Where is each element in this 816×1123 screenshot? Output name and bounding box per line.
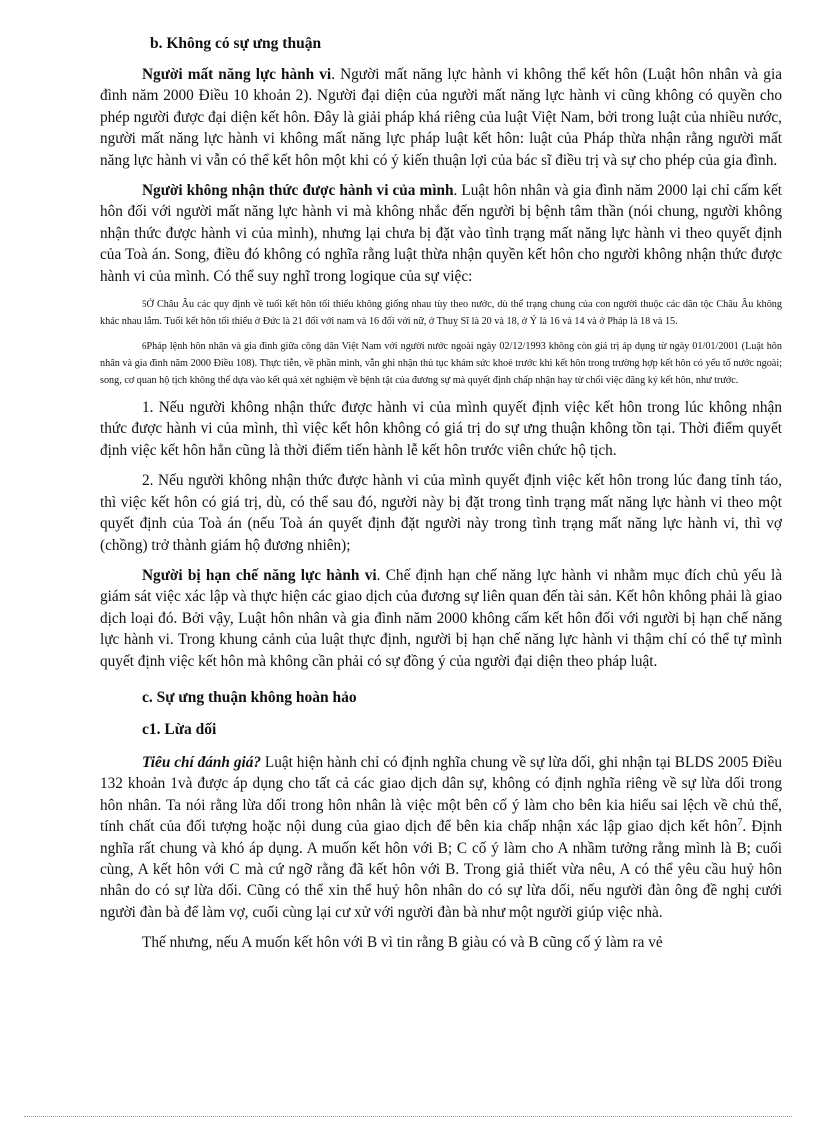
footnote-ref-7[interactable]: 7 xyxy=(737,817,743,829)
footnote-6 xyxy=(100,338,782,389)
footnote-number: 6 xyxy=(142,341,147,352)
paragraph-unaware xyxy=(100,180,782,287)
paragraph-text: Luật hiện hành chỉ có định nghĩa chung về sự lừa dối, ghi nhận tại BLDS 2005 Điều 132 khoản 1và được áp dụng cho tất cả các giao dịch dân sự, không có định nghĩa riêng về sự lừa dối trong hôn nhân. Ta nói rằng lừa dối trong hôn nhân là việc một bên cố ý làm cho bên kia hiểu sai lệch về chủ thể, tính chất của đối tượng hoặc nội dung của giao dịch để bên kia chấp nhận xác lập giao dịch kết hôn xyxy=(100,753,782,836)
list-item-2: 2. Nếu người không nhận thức được hành vi của mình quyết định việc kết hôn trong lúc đang tỉnh táo, thì việc kết hôn có giá trị, dù, có thể sau đó, người này bị đặt trong tình trạng mất năng lực hành vi theo một quyết định của Toà án (nếu Toà án quyết định đặt người này trong tình trạng mất năng lực hành vi, thì vợ (chồng) trở thành giám hộ đương nhiên); xyxy=(100,472,782,554)
footnote-number: 5 xyxy=(142,299,147,310)
paragraph-however: Thế nhưng, nếu A muốn kết hôn với B vì tin rằng B giàu có và B cũng cố ý làm ra vẻ xyxy=(142,934,663,952)
paragraph-lead: Tiêu chí đánh giá? xyxy=(142,753,262,771)
paragraph-lead: Người không nhận thức được hành vi của mình xyxy=(142,182,454,200)
section-c1-heading: c1. Lừa dối xyxy=(142,720,217,738)
footnote-text: Ở Châu Âu các quy định về tuổi kết hôn tối thiểu không giống nhau tùy theo nước, dù thể trạng chung của con người thuộc các dân tộc Châu Âu không khác nhau lắm. Tuổi kết hôn tối thiểu ở Đức là 21 đối với nam và 16 đối với nữ, ở Thuỵ Sĩ là 20 và 18, ở Ý là 16 và 14 và ở Pháp là 18 và 15. xyxy=(100,299,782,328)
paragraph-limited-capacity xyxy=(100,565,782,672)
paragraph-text: . Luật hôn nhân và gia đình năm 2000 lại chỉ cấm kết hôn đối với người mất năng lực hành vi mà không nhắc đến người bị bệnh tâm thần (nói chung, người không nhận thức được hành vi của mình), nhưng lại chưa bị đặt vào tình trạng mất năng lực hành vi theo quyết định của Toà án. Song, điều đó không có nghĩa rằng luật thừa nhận quyền kết hôn cho người không nhận thức được hành vi của mình. Có thể suy nghĩ trong logique của sự việc: xyxy=(100,182,782,285)
paragraph-text: . Người mất năng lực hành vi không thể kết hôn (Luật hôn nhân và gia đình năm 2000 Điều 10 khoản 2). Người đại diện của người mất năng lực hành vi cũng không có quyền cho phép người được đại diện kết hôn. Đây là giải pháp khá riêng của luật Việt Nam, bởi trong luật của nhiều nước, người mất năng lực hành vi không mất năng lực pháp luật kết hôn: luật của Pháp thừa nhận rằng người mất năng lực hành vi vẫn có thể kết hôn một khi có ý kiến thuận lợi của bác sĩ điều trị và sự cho phép của gia đình. xyxy=(100,66,782,169)
footnote-5 xyxy=(100,296,782,330)
list-item-1: 1. Nếu người không nhận thức được hành vi của mình quyết định việc kết hôn trong lúc không nhận thức được hành vi của mình, thì việc kết hôn không có giá trị do sự ưng thuận không tồn tại. Thời điểm quyết định việc kết hôn hẳn cũng là thời điểm tiến hành lễ kết hôn trước viên chức hộ tịch. xyxy=(100,399,782,459)
section-c-heading: c. Sự ưng thuận không hoàn hảo xyxy=(142,688,357,706)
paragraph-lead: Người mất năng lực hành vi xyxy=(142,66,332,83)
paragraph-criteria xyxy=(100,752,782,923)
paragraph-text: . Chế định hạn chế năng lực hành vi nhằm mục đích chủ yếu là giám sát việc xác lập và thực hiện các giao dịch của đương sự liên quan đến tài sản. Kết hôn không phải là giao dịch loại đó. Bởi vậy, Luật hôn nhân và gia đình năm 2000 không cấm kết hôn đối với người bị hạn chế năng lực hành vi. Trong khung cảnh của luật thực định, người bị hạn chế năng lực hành vi thậm chí có thể tự mình quyết định việc kết hôn mà không cần phải có sự đồng ý của người đại diện theo pháp luật. xyxy=(100,566,782,670)
paragraph-incapacitated xyxy=(100,64,782,171)
footnote-text: Pháp lệnh hôn nhân và gia đình giữa công dân Việt Nam với người nước ngoài ngày 02/12/1993 không còn giá trị áp dụng từ ngày 01/01/2001 (Luật hôn nhân và gia đình năm 2000 Điều 108). Thực tiễn, về phần mình, vẫn ghi nhận thủ tục khám sức khoẻ trước khi kết hôn trong trường hợp kết hôn có yếu tố nước ngoài; song, cơ quan hộ tịch không thể dựa vào kết quả xét nghiệm về bệnh tật của đương sự mà quyết định chấp nhận hay từ chối việc đăng ký kết hôn, như trước. xyxy=(100,341,782,387)
paragraph-lead: Người bị hạn chế năng lực hành vi xyxy=(142,566,377,584)
document-page xyxy=(100,34,782,963)
section-b-heading: b. Không có sự ưng thuận xyxy=(150,35,322,52)
page-bottom-divider xyxy=(24,1116,792,1117)
paragraph-text-continued: . Định nghĩa rất chung và khó áp dụng. A muốn kết hôn với B; C cố ý làm cho A nhầm tưởng rằng mình là B; cuối cùng, A kết hôn với C mà cứ ngỡ rằng đã kết hôn với B. Trong giả thiết vừa nêu, A có thể yêu cầu huỷ hôn nhân do có sự lừa dối. Cũng có thể xin thể huỷ hôn nhân do có sự lừa dối, nếu người đàn ông đề nghị cưới người đàn bà để làm vợ, cuối cùng lại cư xử với người đàn bà như một người giúp việc nhà. xyxy=(100,818,782,921)
